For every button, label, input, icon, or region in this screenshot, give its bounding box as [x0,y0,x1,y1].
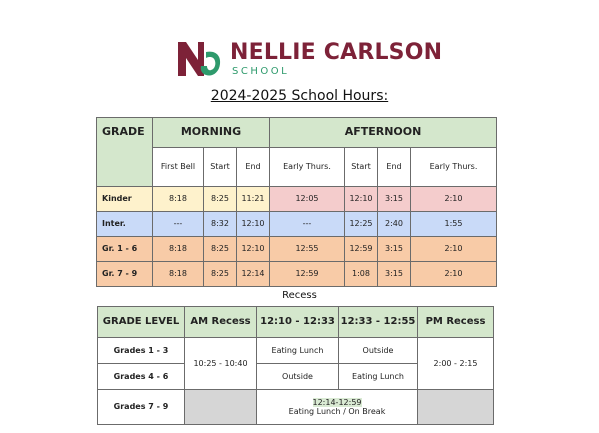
cell-am-end: 12:10 [237,212,270,237]
cell-pm-early: 2:10 [411,237,497,262]
col-pm-start: Start [345,148,378,187]
cell-1210-1233: Outside [257,364,339,390]
col-first-bell: First Bell [153,148,204,187]
cell-am-start: 8:25 [204,237,237,262]
am-recess-time: 10:25 - 10:40 [185,338,257,390]
cell-first-bell: 8:18 [153,237,204,262]
col-am-recess: AM Recess [185,307,257,338]
cell-pm-early: 2:10 [411,187,497,212]
header-row [97,118,497,148]
pm-recess-empty [418,390,494,425]
school-logo [176,36,443,82]
cell-am-start: 8:25 [204,262,237,287]
cell-am-start: 8:32 [204,212,237,237]
row-grade: Grades 7 - 9 [98,390,185,425]
cell-1210-1233: Eating Lunch [257,338,339,364]
gr79-lunch [257,390,418,425]
cell-am-early: 12:59 [270,262,345,287]
col-1210-1233: 12:10 - 12:33 [257,307,339,338]
row-grade: Gr. 1 - 6 [97,237,153,262]
gr79-lunch-text: Eating Lunch / On Break [288,407,386,416]
table-row [97,212,497,237]
cell-pm-end: 3:15 [378,262,411,287]
table-row [98,338,494,364]
row-grade: Grades 1 - 3 [98,338,185,364]
col-1233-1255: 12:33 - 12:55 [339,307,418,338]
cell-am-start: 8:25 [204,187,237,212]
grade-header: GRADE [97,118,153,187]
cell-first-bell: 8:18 [153,187,204,212]
pm-recess-time: 2:00 - 2:15 [418,338,494,390]
cell-1233-1255: Outside [339,338,418,364]
cell-am-early: 12:05 [270,187,345,212]
table-row [97,262,497,287]
row-grade: Inter. [97,212,153,237]
am-recess-empty [185,390,257,425]
col-am-start: Start [204,148,237,187]
cell-pm-end: 3:15 [378,187,411,212]
cell-pm-end: 2:40 [378,212,411,237]
cell-pm-start: 12:59 [345,237,378,262]
cell-pm-start: 12:25 [345,212,378,237]
col-pm-recess: PM Recess [418,307,494,338]
col-am-early-thurs: Early Thurs. [270,148,345,187]
cell-pm-start: 1:08 [345,262,378,287]
col-grade-level: GRADE LEVEL [98,307,185,338]
cell-am-end: 12:14 [237,262,270,287]
table-row [97,237,497,262]
school-logo-icon [176,40,222,78]
cell-1233-1255: Eating Lunch [339,364,418,390]
page-title: 2024-2025 School Hours: [210,88,389,104]
cell-am-early: --- [270,212,345,237]
col-am-end: End [237,148,270,187]
gr79-lunch-time: 12:14-12:59 [312,397,362,407]
morning-header: MORNING [153,118,270,148]
cell-pm-early: 2:10 [411,262,497,287]
table-row [97,187,497,212]
recess-table [97,306,494,425]
cell-am-early: 12:55 [270,237,345,262]
row-grade: Kinder [97,187,153,212]
school-hours-table [96,117,497,287]
cell-pm-early: 1:55 [411,212,497,237]
col-pm-early-thurs: Early Thurs. [411,148,497,187]
col-pm-end: End [378,148,411,187]
cell-am-end: 12:10 [237,237,270,262]
row-grade: Grades 4 - 6 [98,364,185,390]
cell-pm-end: 3:15 [378,237,411,262]
recess-title: Recess [282,290,317,301]
recess-header-row [98,307,494,338]
cell-first-bell: 8:18 [153,262,204,287]
row-grade: Gr. 7 - 9 [97,262,153,287]
school-name-sub: SCHOOL [232,66,290,77]
school-name: NELLIE CARLSON [230,40,443,65]
table-row [98,390,494,425]
afternoon-header: AFTERNOON [270,118,497,148]
cell-pm-start: 12:10 [345,187,378,212]
subheader-row [97,148,497,187]
cell-am-end: 11:21 [237,187,270,212]
cell-first-bell: --- [153,212,204,237]
